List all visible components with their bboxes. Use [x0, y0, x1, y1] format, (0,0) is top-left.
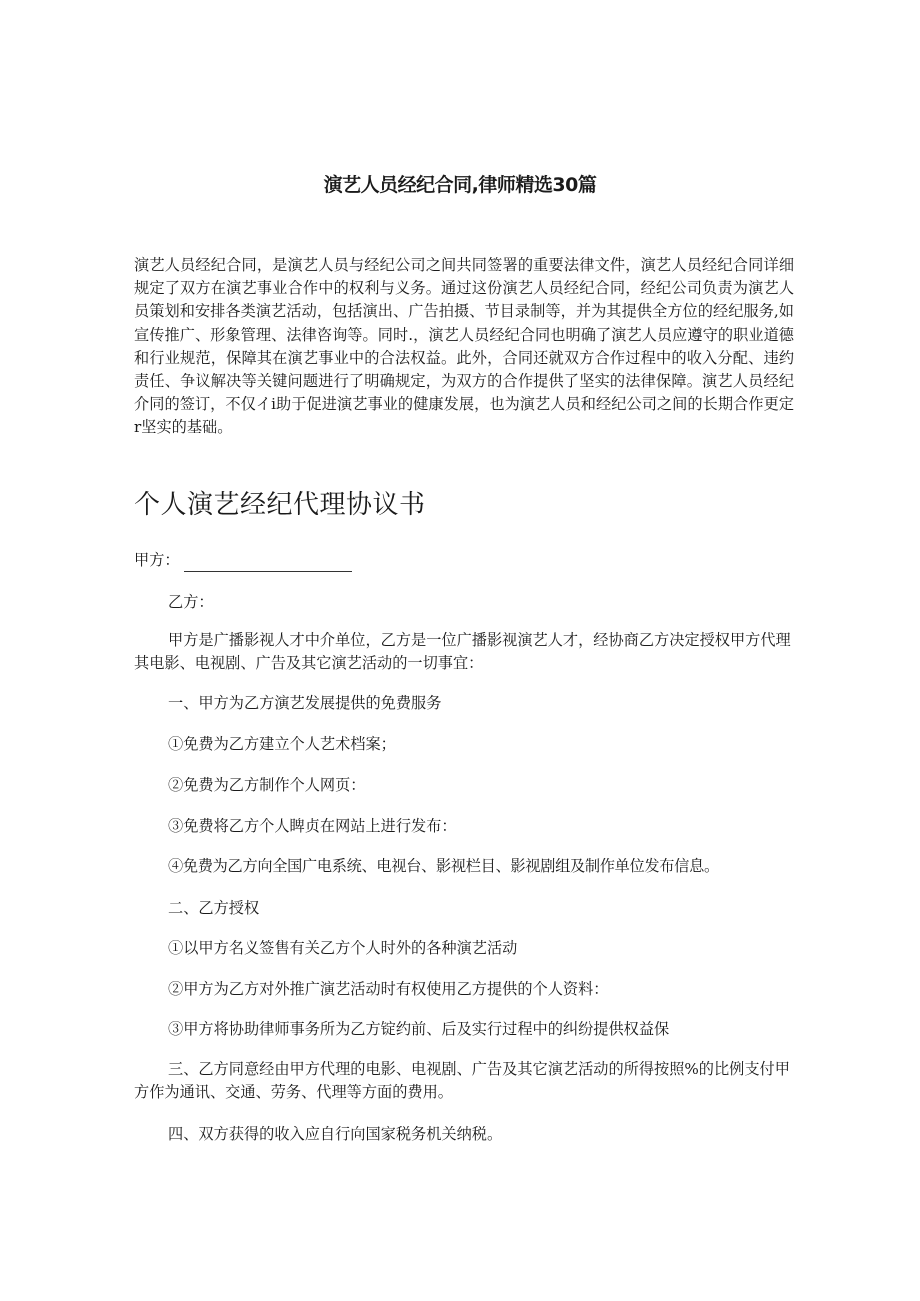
clause2-heading: 二、乙方授权 — [168, 899, 260, 917]
party-a-line — [134, 549, 352, 572]
clause2-item: ①以甲方名义签售有关乙方个人时外的各种演艺活动 — [168, 939, 518, 957]
party-a-label: 甲方： — [134, 551, 180, 569]
clause1-item: ③免费将乙方个人睥贞在网站上进行发布： — [168, 817, 457, 835]
clause2-item: ②甲方为乙方对外推广演艺活动时有权使用乙方提供的个人资料： — [168, 980, 609, 998]
clause3-paragraph: 三、乙方同意经由甲方代理的电影、电视剧、广告及其它演艺活动的所得按照%的比例支付甲方作为通讯、交通、劳务、代理等方面的费用。 — [134, 1060, 790, 1102]
party-b-label: 乙方： — [168, 593, 214, 611]
clause1-item: ②免费为乙方制作个人网页： — [168, 776, 366, 794]
intro-paragraph: 演艺人员经纪合同，是演艺人员与经纪公司之间共同签署的重要法律文件，演艺人员经纪合同详细规定了双方在演艺事业合作中的权利与义务。通过这份演艺人员经纪合同，经纪公司负责为演艺人员策划和安排各类演艺活动，包括演出、广告拍摄、节目录制等，并为其提供全方位的经纪服务,如宣传推广、形象管理、法律咨询等。同时.，演艺人员经纪合同也明确了演艺人员应遵守的职业道德和行业规范，保障其在演艺事业中的合法权益。此外，合同还就双方合作过程中的收入分配、违约责任、争议解决等关键问题进行了明确规定，为双方的合作提供了坚实的法律保障。演艺人员经纪介同的签订，不仅イi助于促进演艺事业的健康发展，也为演艺人员和经纪公司之间的长期合作更定r坚实的基础。 — [134, 256, 794, 437]
clause1-item: ①免费为乙方建立个人艺术档案； — [168, 735, 396, 753]
party-a-blank — [184, 557, 352, 572]
agreement-heading: 个人演艺经纪代理协议书 — [134, 490, 426, 520]
clause1-heading: 一、甲方为乙方演艺发展提供的免费服务 — [168, 694, 442, 712]
page-title: 演艺人员经纪合同,律师精选30篇 — [323, 174, 597, 196]
clause2-item: ③甲方将协助律师事务所为乙方锭约前、后及实行过程中的纠纷提供权益保 — [168, 1020, 670, 1038]
preamble-paragraph: 甲方是广播影视人才中介单位，乙方是一位广播影视演艺人才，经协商乙方决定授权甲方代理其电影、电视剧、广告及其它演艺活动的一切事宜： — [134, 631, 791, 673]
clause4-paragraph: 四、双方获得的收入应自行向国家税务机关纳税。 — [168, 1125, 503, 1143]
clause1-item: ④免费为乙方向全国广电系统、电视台、影视栏目、影视剧组及制作单位发布信息。 — [168, 857, 719, 875]
